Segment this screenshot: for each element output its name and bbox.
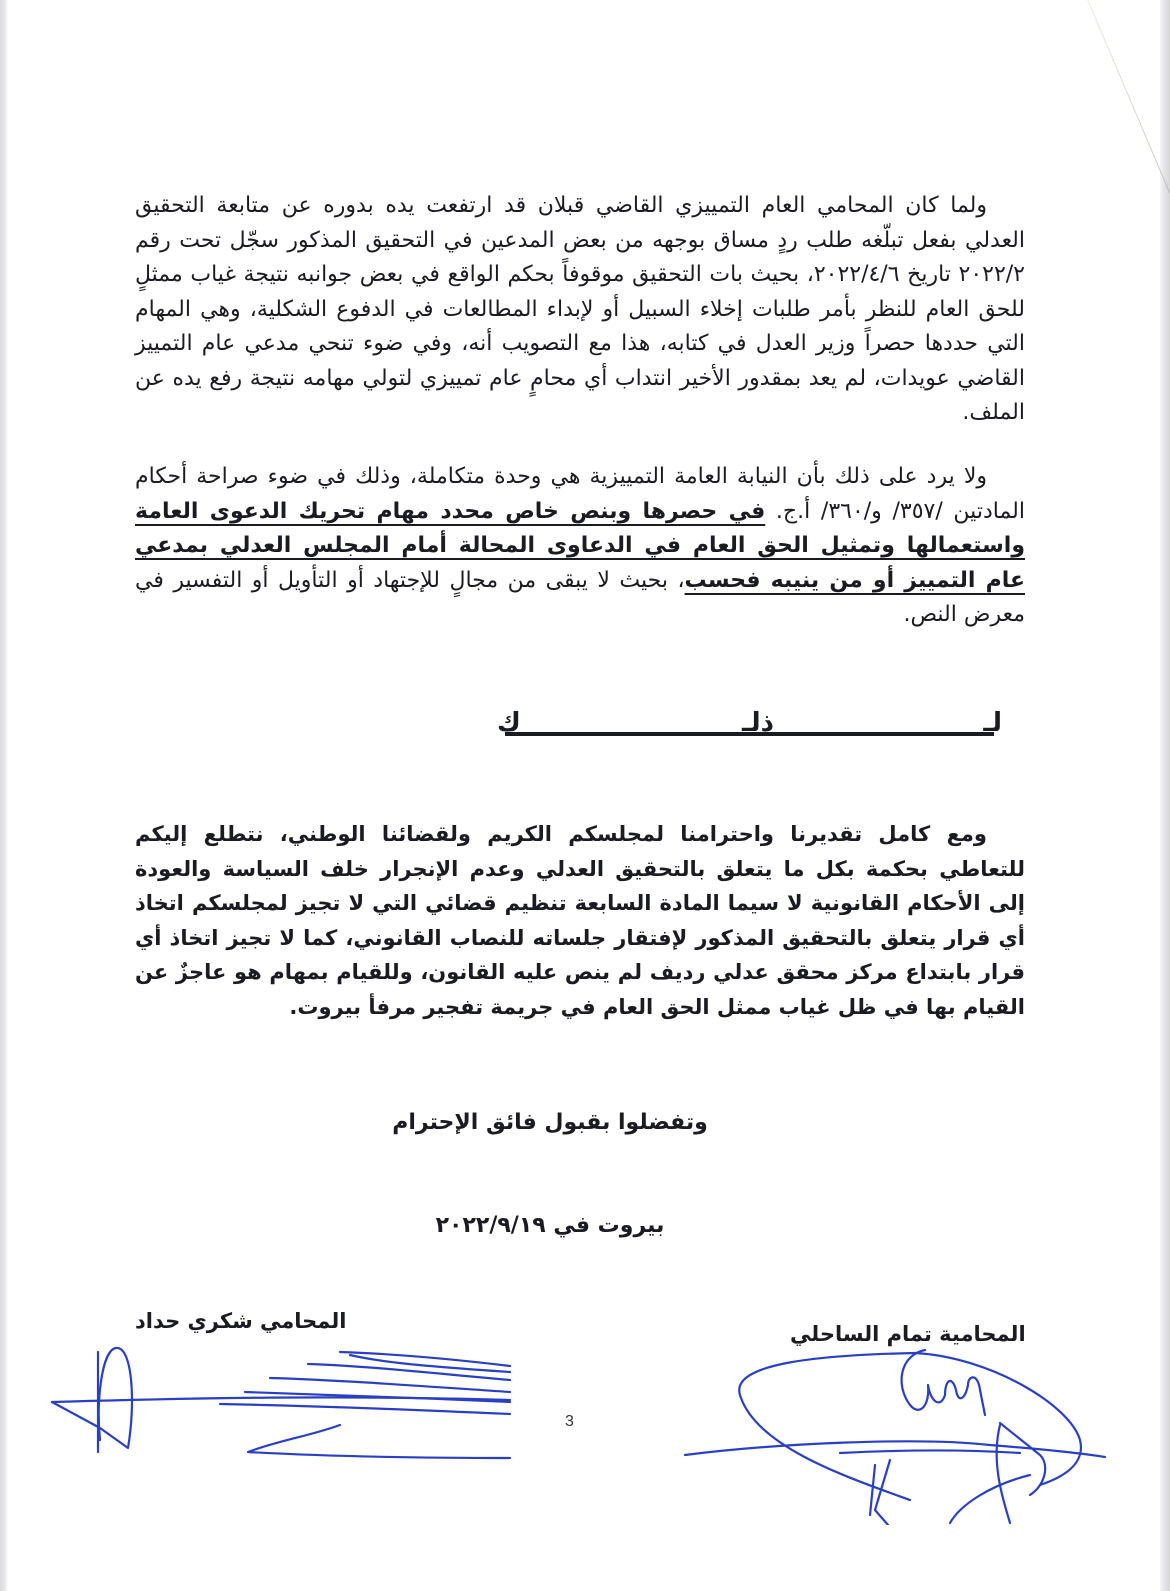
paragraph-request [135, 817, 1025, 1024]
signature-right [660, 1345, 1120, 1525]
paragraph-investigation-halted [135, 189, 1025, 431]
paragraph-text: ومع كامل تقديرنا واحترامنا لمجلسكم الكريم ولقضائنا الوطني، نتطلع إليكم للتعاطي بحكمة بكل ما يتعلق بالتحقيق العدلي وعدم الإنجرار خلف السياسة والعودة إلى الأحكام القانونية لا سيما المادة السابعة تنظيم قضائي التي لا تجيز لمجلسكم اتخاذ أي قرار يتعلق بالتحقيق المذكور لإفتقار جلساته للنصاب القانوني، كما لا تجيز اتخاذ أي قرار بابتداع مركز محقق عدلي رديف لم ينص عليه القانون، وللقيام بمهام هو عاجزٌ عن القيام بها في ظل غياب ممثل الحق العام في جريمة تفجير مرفأ بيروت. [135, 822, 1025, 1019]
paragraph-prosecution-unity [135, 460, 1025, 633]
signatory-right-name: المحامية تمام الساحلي [790, 1322, 1026, 1346]
signature-left [40, 1340, 520, 1470]
heading-letter: ك [497, 708, 521, 738]
paper-fold-line [1083, 0, 1170, 211]
heading-letter: لـ [983, 708, 1002, 738]
place-and-date: بيروت في ٢٠٢٢/٩/١٩ [435, 1213, 665, 1238]
page-edge-left [0, 0, 8, 1591]
signatory-left-name: المحامي شكري حداد [135, 1309, 347, 1333]
paragraph-text: ولما كان المحامي العام التمييزي القاضي قبلان قد ارتفعت يده بدوره عن متابعة التحقيق العدلي بفعل تبلّغه طلب ردٍ مساق بوجهه من بعض المدعين في التحقيق المذكور سجّل تحت رقم ٢٠٢٢/٢ تاريخ ٢٠٢٢/٤/٦، بحيث بات التحقيق موقوفاً بحكم الواقع في بعض جوانبه نتيجة غياب ممثلٍ للحق العام للنظر بأمر طلبات إخلاء السبيل أو لإبداء المطالعات في الدفوع الشكلية، وهي المهام التي حددها حصراً وزير العدل في كتابه، هذا مع التصويب أنه، وفي ضوء تنحي مدعي عام التمييز القاضي عويدات، لم يعد بمقدور الأخير انتداب أي محامٍ عام تمييزي لتولي مهامه نتيجة رفع يده عن الملف. [135, 193, 1025, 425]
underlined-emphasis: في حصرها وبنص خاص محدد مهام تحريك الدعوى العامة واستعمالها وتمثيل الحق العام في الدعاوى المحالة أمام المجلس العدلي بمدعي عام التمييز أو من ينيبه فحسب [135, 498, 1025, 593]
closing-salutation: وتفضلوا بقبول فائق الإحترام [392, 1110, 708, 1135]
section-heading-therefore [497, 708, 1002, 748]
paragraph-text-before: ولا يرد على ذلك بأن النيابة العامة التمييزية هي وحدة متكاملة، وذلك في ضوء صراحة أحكام المادتين /٣٥٧/ و/٣٦٠/ أ.ج. [135, 464, 1025, 524]
page-edge-right [1160, 0, 1170, 1591]
page-number: 3 [565, 1413, 574, 1430]
heading-letter: ذلـ [742, 708, 774, 738]
paragraph-text-after: ، بحيث لا يبقى من مجالٍ للإجتهاد أو التأويل أو التفسير في معرض النص. [135, 567, 1025, 627]
